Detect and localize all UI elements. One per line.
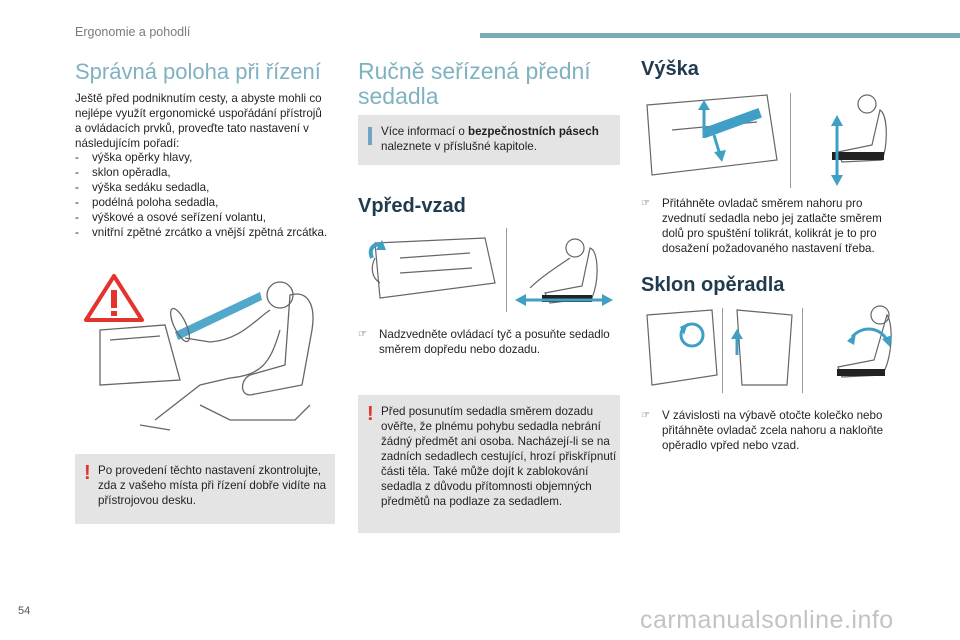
instruction-fore-aft: ☞ Nadzvedněte ovládací tyč a posuňte sedadlo směrem dopředu nebo dozadu. — [358, 328, 610, 356]
backrest-illustration — [642, 305, 902, 395]
height-illustration — [642, 90, 902, 190]
list-item: - sklon opěradla, — [75, 165, 330, 180]
info-bar-icon — [368, 127, 372, 145]
adjustment-order-list — [75, 150, 330, 240]
fore-aft-illustration — [360, 228, 615, 318]
instruction-height: ☞ Přitáhněte ovladač směrem nahoru pro zvednutí sedadla nebo jej zatlačte směrem dolů pro spuštění tolikrát, kolikrát je to pro dosažení požadovaného nastavení třeba. — [641, 197, 882, 255]
title-manual-seats: Ručně seřízená přední sedadla — [358, 58, 591, 110]
warning-triangle-icon — [86, 276, 142, 320]
warning-note-driving — [75, 454, 335, 524]
section-label: Ergonomie a pohodlí — [75, 25, 191, 39]
page-number: 54 — [18, 605, 31, 617]
list-item: - výškové a osové seřízení volantu, — [75, 210, 330, 225]
list-item: - vnitřní zpětné zrcátko a vnější zpětná zrcátka. — [75, 225, 330, 240]
info-note-seatbelts — [358, 115, 620, 165]
watermark: carmanualsonline.info — [640, 606, 894, 634]
instruction-backrest: ☞ V závislosti na výbavě otočte kolečko nebo přitáhněte ovladač zcela nahoru a nakloňte opěradlo vpřed nebo vzad. — [641, 409, 884, 452]
warning-note-seat — [358, 395, 620, 533]
driving-position-illustration — [80, 270, 330, 440]
exclamation-icon: ! — [367, 403, 374, 425]
title-backrest: Sklon opěradla — [641, 274, 785, 296]
warning-text: Po provedení těchto nastavení zkontrolujte, zda z vašeho místa při řízení dobře vidíte na přístrojovou desku. — [98, 464, 327, 507]
list-item: - výška sedáku sedadla, — [75, 180, 330, 195]
sightline-beam — [175, 292, 262, 340]
exclamation-icon: ! — [84, 462, 91, 484]
header-accent-bar — [480, 33, 960, 38]
title-fore-aft: Vpřed-vzad — [358, 195, 466, 217]
list-item: - výška opěrky hlavy, — [75, 150, 330, 165]
warning-text: Před posunutím sedadla směrem dozadu ověřte, že plnému pohybu sedadla nebrání žádný předmět ani osoba. Nacházejí-li se na zadních sedadlech cestující, hrozí přiskřípnutí části těla. Také může dojít k zablokování sedadla z důvodu přítomnosti objemných předmětů na podlaze za sedadlem. — [381, 405, 617, 508]
pointing-finger-icon: ☞ — [358, 329, 367, 340]
title-driving-position: Správná poloha při řízení — [75, 59, 321, 84]
intro-text: Ještě před podniknutím cesty, a abyste mohli co nejlépe využít ergonomické uspořádání přístrojů a ovládacích prvků, proveďte tato nastavení v následujícím pořadí: — [75, 92, 322, 150]
pointing-finger-icon: ☞ — [641, 198, 650, 209]
title-height: Výška — [641, 58, 699, 80]
info-text: Více informací o bezpečnostních pásech naleznete v příslušné kapitole. — [381, 125, 599, 153]
list-item: - podélná poloha sedadla, — [75, 195, 330, 210]
pointing-finger-icon: ☞ — [641, 410, 650, 421]
